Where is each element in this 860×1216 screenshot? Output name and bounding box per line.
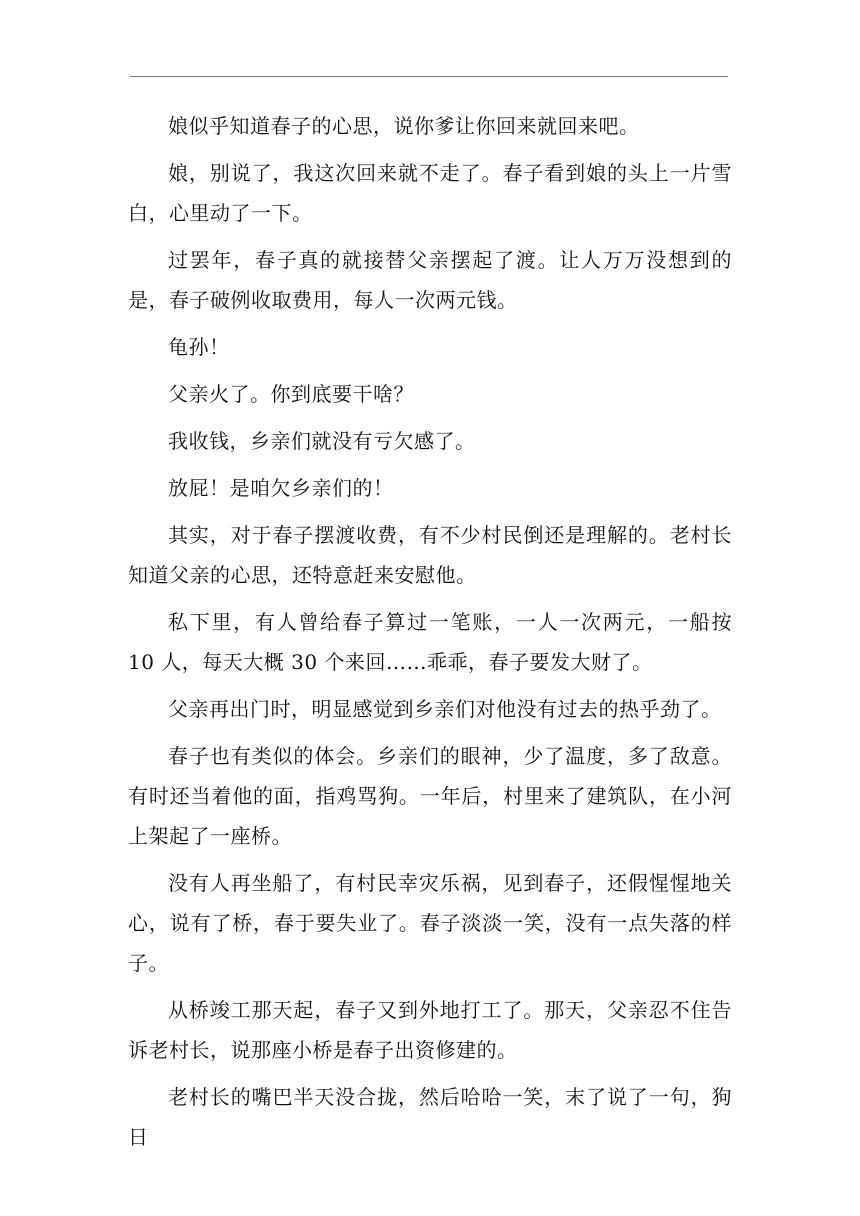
paragraph: 私下里，有人曾给春子算过一笔账，一人一次两元，一船按 10 人，每天大概 30 个来回……乖乖，春子要发大财了。 bbox=[128, 610, 732, 674]
paragraph: 过罢年，春子真的就接替父亲摆起了渡。让人万万没想到的是，春子破例收取费用，每人一次两元钱。 bbox=[128, 248, 732, 312]
paragraph: 从桥竣工那天起，春子又到外地打工了。那天，父亲忍不住告诉老村长，说那座小桥是春子出资修建的。 bbox=[128, 998, 732, 1062]
paragraph: 老村长的嘴巴半天没合拢，然后哈哈一笑，末了说了一句，狗日 bbox=[128, 1085, 732, 1149]
paragraph: 父亲火了。你到底要干啥？ bbox=[168, 382, 414, 406]
paragraph: 娘似乎知道春子的心思，说你爹让你回来就回来吧。 bbox=[168, 114, 640, 138]
article-body bbox=[128, 106, 732, 1164]
paragraph: 我收钱，乡亲们就没有亏欠感了。 bbox=[168, 429, 476, 453]
paragraph: 娘，别说了，我这次回来就不走了。春子看到娘的头上一片雪白，心里动了一下。 bbox=[128, 161, 732, 225]
paragraph: 龟孙！ bbox=[168, 335, 230, 359]
paragraph: 其实，对于春子摆渡收费，有不少村民倒还是理解的。老村长知道父亲的心思，还特意赶来安慰他。 bbox=[128, 523, 732, 587]
paragraph: 春子也有类似的体会。乡亲们的眼神，少了温度，多了敌意。有时还当着他的面，指鸡骂狗。一年后，村里来了建筑队，在小河上架起了一座桥。 bbox=[128, 744, 732, 848]
paragraph: 父亲再出门时，明显感觉到乡亲们对他没有过去的热乎劲了。 bbox=[168, 697, 722, 721]
header-rule bbox=[130, 76, 728, 77]
paragraph: 没有人再坐船了，有村民幸灾乐祸，见到春子，还假惺惺地关心，说有了桥，春于要失业了。春子淡淡一笑，没有一点失落的样子。 bbox=[128, 871, 732, 975]
paragraph: 放屁！是咱欠乡亲们的！ bbox=[168, 476, 394, 500]
